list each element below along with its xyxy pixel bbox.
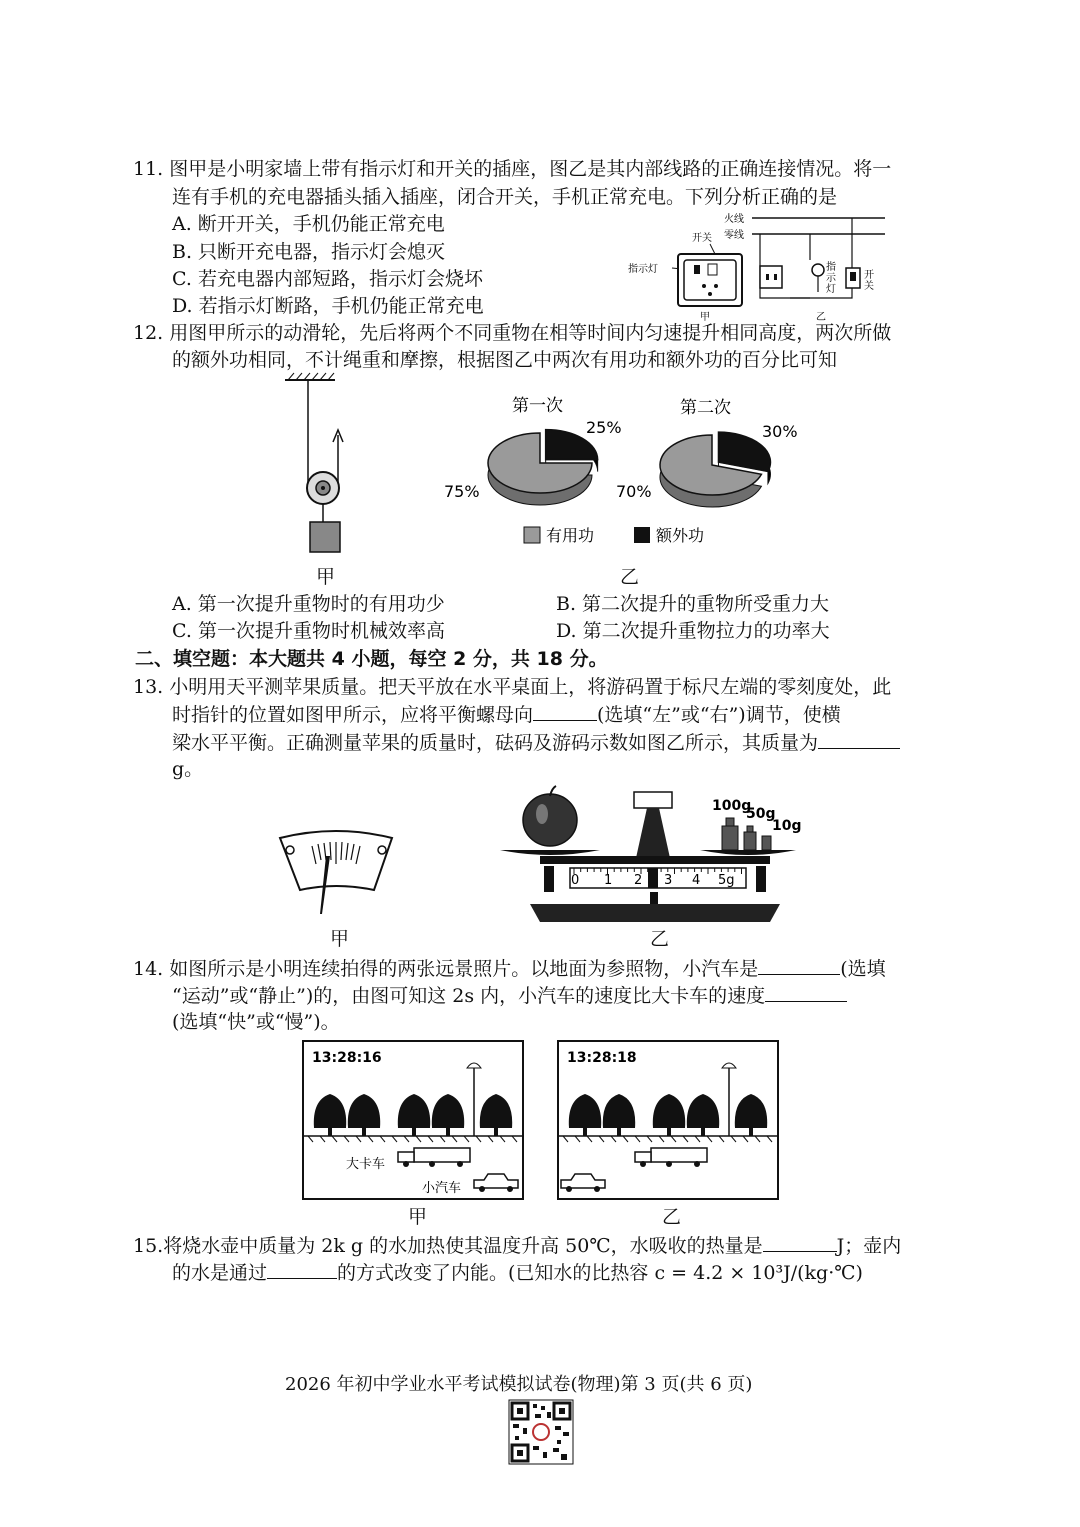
q13-balance-figure bbox=[500, 788, 810, 923]
q11-line1: 11. 图甲是小明家墙上带有指示灯和开关的插座，图乙是其内部线路的正确连接情况。将一 bbox=[133, 158, 892, 180]
q11-circuit-figure bbox=[620, 208, 890, 323]
q14-photo-1 bbox=[302, 1040, 524, 1200]
q13-label-yi: 乙 bbox=[650, 928, 670, 950]
tick-3: 3 bbox=[664, 873, 673, 888]
tick-1: 1 bbox=[604, 873, 613, 888]
q13-line4: g。 bbox=[172, 758, 204, 780]
q13-line2b: (选填“左”或“右”)调节，使横 bbox=[597, 704, 841, 726]
pie1-title: 第一次 bbox=[512, 396, 563, 416]
q11-option-d[interactable]: D. 若指示灯断路，手机仍能正常充电 bbox=[172, 295, 484, 317]
q11-line2: 连有手机的充电器插头插入插座，闭合开关，手机正常充电。下列分析正确的是 bbox=[172, 186, 838, 208]
q12-option-d[interactable]: D. 第二次提升重物拉力的功率大 bbox=[556, 620, 830, 642]
pie2-label-extra: 30% bbox=[762, 422, 798, 441]
legend-extra-swatch bbox=[634, 527, 650, 543]
q13-line2 bbox=[172, 702, 841, 727]
fig-neutral-wire: 零线 bbox=[724, 230, 744, 241]
fig-indicator-v3: 灯 bbox=[826, 284, 836, 295]
fig-switch-label: 开关 bbox=[692, 233, 712, 244]
rider-icon bbox=[648, 868, 658, 888]
q14-blank1[interactable] bbox=[758, 956, 840, 975]
photo1-truck-label: 大卡车 bbox=[346, 1157, 386, 1172]
section2-heading: 二、填空题：本大题共 4 小题，每空 2 分，共 18 分。 bbox=[135, 648, 608, 670]
q14-line1b: (选填 bbox=[840, 958, 886, 980]
q15-blank2[interactable] bbox=[267, 1260, 337, 1279]
q15-line1 bbox=[133, 1233, 901, 1258]
q12-label-yi: 乙 bbox=[620, 566, 640, 588]
q12-line2: 的额外功相同，不计绳重和摩擦，根据图乙中两次有用功和额外功的百分比可知 bbox=[172, 349, 838, 371]
pie2-title: 第二次 bbox=[680, 398, 731, 418]
photo2-time: 13:28:18 bbox=[567, 1050, 637, 1066]
photo1-time: 13:28:16 bbox=[312, 1050, 382, 1066]
q14-blank2[interactable] bbox=[765, 983, 847, 1002]
q12-pulley-figure bbox=[280, 370, 370, 570]
apple-icon bbox=[523, 794, 577, 846]
q15-line2 bbox=[172, 1260, 863, 1285]
legend-extra: 额外功 bbox=[656, 526, 705, 545]
q12-line1: 12. 用图甲所示的动滑轮，先后将两个不同重物在相等时间内匀速提升相同高度，两次所做 bbox=[133, 322, 892, 344]
q12-option-a[interactable]: A. 第一次提升重物时的有用功少 bbox=[172, 593, 445, 615]
pie2-label-useful: 70% bbox=[616, 482, 652, 501]
q14-line1a: 14. 如图所示是小明连续拍得的两张远景照片。以地面为参照物，小汽车是 bbox=[133, 958, 759, 980]
fig-indicator-label: 指示灯 bbox=[628, 264, 658, 275]
q14-label-jia: 甲 bbox=[408, 1206, 428, 1228]
tick-0: 0 bbox=[571, 873, 580, 888]
q11-option-b[interactable]: B. 只断开充电器，指示灯会熄灭 bbox=[172, 241, 446, 263]
fig-label-yi: 乙 bbox=[816, 312, 826, 323]
q11-option-c[interactable]: C. 若充电器内部短路，指示灯会烧坏 bbox=[172, 268, 483, 290]
fig-label-jia: 甲 bbox=[700, 312, 710, 323]
qr-code-icon bbox=[509, 1400, 573, 1464]
q15-blank1[interactable] bbox=[763, 1233, 837, 1252]
q14-line3: (选填“快”或“慢”)。 bbox=[172, 1011, 340, 1033]
tick-4: 4 bbox=[692, 873, 701, 888]
q13-blank1[interactable] bbox=[533, 702, 597, 721]
q13-label-jia: 甲 bbox=[330, 928, 350, 950]
tick-5g: 5g bbox=[718, 873, 735, 888]
fig-switch-v2: 关 bbox=[864, 281, 874, 292]
q13-line1: 13. 小明用天平测苹果质量。把天平放在水平桌面上，将游码置于标尺左端的零刻度处，此 bbox=[133, 676, 892, 698]
q14-line1 bbox=[133, 956, 886, 981]
q13-line3 bbox=[172, 730, 900, 755]
pie2 bbox=[660, 432, 770, 507]
q14-label-yi: 乙 bbox=[662, 1206, 682, 1228]
q15-line2b: 的方式改变了内能。(已知水的比热容 c = 4.2 × 10³J/(kg·℃) bbox=[337, 1262, 863, 1284]
weight-label-100g: 100g bbox=[712, 798, 752, 814]
q11-option-a[interactable]: A. 断开开关，手机仍能正常充电 bbox=[172, 213, 445, 235]
weight-100g-icon bbox=[722, 826, 738, 850]
pie1 bbox=[488, 430, 598, 505]
q13-pointer-figure bbox=[278, 830, 398, 920]
legend-useful-swatch bbox=[524, 527, 540, 543]
weight-10g-icon bbox=[762, 836, 771, 850]
q12-label-jia: 甲 bbox=[316, 566, 336, 588]
fig-live-wire: 火线 bbox=[724, 214, 744, 225]
legend-useful: 有用功 bbox=[546, 526, 595, 545]
pie1-label-extra: 25% bbox=[586, 418, 622, 437]
q14-photo-2 bbox=[557, 1040, 779, 1200]
q12-option-b[interactable]: B. 第二次提升的重物所受重力大 bbox=[556, 593, 830, 615]
tick-2: 2 bbox=[634, 873, 643, 888]
q12-option-c[interactable]: C. 第一次提升重物时机械效率高 bbox=[172, 620, 445, 642]
q15-line2a: 的水是通过 bbox=[172, 1262, 268, 1284]
fig-switch-v1: 开 bbox=[864, 270, 874, 281]
q14-line2a: “运动”或“静止”)的，由图可知这 2s 内，小汽车的速度比大卡车的速度 bbox=[172, 985, 766, 1007]
fig-indicator-v2: 示 bbox=[826, 273, 836, 284]
q13-blank2[interactable] bbox=[818, 730, 900, 749]
pie1-label-useful: 75% bbox=[444, 482, 480, 501]
fig-indicator-v1: 指 bbox=[826, 262, 836, 273]
q15-line1b: J；壶内 bbox=[836, 1235, 902, 1257]
weight-label-50g: 50g bbox=[746, 806, 776, 822]
q13-line2a: 时指针的位置如图甲所示，应将平衡螺母向 bbox=[172, 704, 534, 726]
q13-line3-text: 梁水平平衡。正确测量苹果的质量时，砝码及游码示数如图乙所示，其质量为 bbox=[172, 732, 819, 754]
q12-pie-charts bbox=[430, 385, 850, 555]
q15-line1a: 15.将烧水壶中质量为 2k g 的水加热使其温度升高 50℃，水吸收的热量是 bbox=[133, 1235, 763, 1257]
page-footer: 2026 年初中学业水平考试模拟试卷(物理)第 3 页(共 6 页) bbox=[285, 1374, 753, 1395]
weight-50g-icon bbox=[744, 832, 756, 850]
photo1-car-label: 小汽车 bbox=[422, 1181, 462, 1196]
weight-label-10g: 10g bbox=[772, 818, 802, 834]
q14-line2 bbox=[172, 983, 847, 1008]
